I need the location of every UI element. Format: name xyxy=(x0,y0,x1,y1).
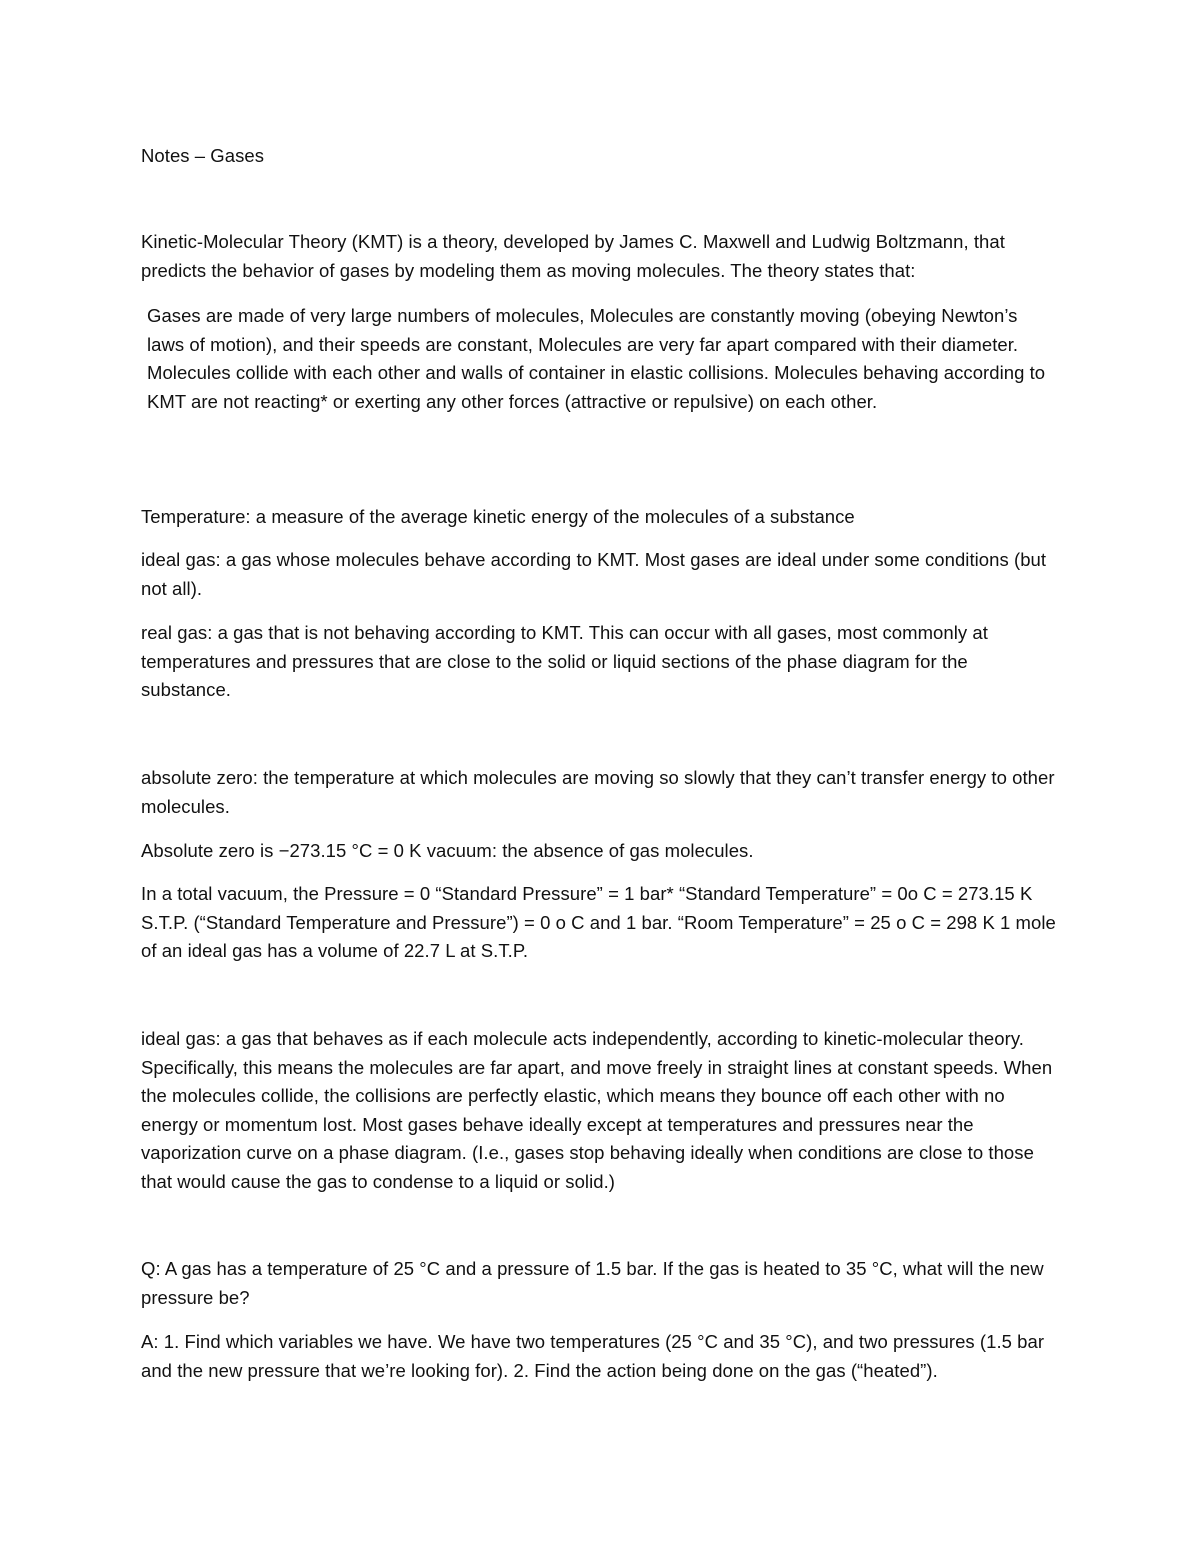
answer-text: 1. Find which variables we have. We have two temperatures (25 °C and 35 °C), and two pressures (1.5 bar and the new pressure that we’re looking for). 2. Find the action being done on the gas (“heated”). xyxy=(141,1331,1045,1381)
question-paragraph xyxy=(141,1255,1061,1312)
vacuum-and-standards-paragraph: In a total vacuum, the Pressure = 0 “Standard Pressure” = 1 bar* “Standard Temperature” = 0o C = 273.15 K S.T.P. (“Standard Temperature and Pressure”) = 0 o C and 1 bar. “Room Temperature” = 25 o C = 298 K 1 mole of an ideal gas has a volume of 22.7 L at S.T.P. xyxy=(141,883,1056,961)
kmt-statements-paragraph: Gases are made of very large numbers of molecules, Molecules are constantly moving (obeying Newton’s laws of motion), and their speeds are constant, Molecules are very far apart compared with their diameter. Molecules collide with each other and walls of container in elastic collisions. Molecules behaving according to KMT are not reacting* or exerting any other forces (attractive or repulsive) on each other. xyxy=(147,305,1046,412)
real-gas-definition: real gas: a gas that is not behaving according to KMT. This can occur with all gases, most commonly at temperatures and pressures that are close to the solid or liquid sections of the phase diagram for the substance. xyxy=(141,622,988,700)
question-label: Q: xyxy=(141,1258,161,1279)
ideal-gas-detailed-paragraph: ideal gas: a gas that behaves as if each molecule acts independently, according to kinetic-molecular theory. Specifically, this means the molecules are far apart, and move freely in straight lines at constant speeds. When the molecules collide, the collisions are perfectly elastic, which means they bounce off each other with no energy or momentum lost. Most gases behave ideally except at temperatures and pressures near the vaporization curve on a phase diagram. (I.e., gases stop behaving ideally when conditions are close to those that would cause the gas to condense to a liquid or solid.) xyxy=(141,1028,1053,1192)
temperature-definition: Temperature: a measure of the average kinetic energy of the molecules of a substance xyxy=(141,506,855,527)
absolute-zero-definition: absolute zero: the temperature at which molecules are moving so slowly that they can’t transfer energy to other molecules. xyxy=(141,767,1055,817)
ideal-gas-definition: ideal gas: a gas whose molecules behave according to KMT. Most gases are ideal under some conditions (but not all). xyxy=(141,549,1047,599)
answer-label: A: xyxy=(141,1331,159,1352)
answer-paragraph xyxy=(141,1328,1061,1385)
kmt-intro-paragraph: Kinetic-Molecular Theory (KMT) is a theory, developed by James C. Maxwell and Ludwig Boltzmann, that predicts the behavior of gases by modeling them as moving molecules. The theory states that: xyxy=(141,231,1005,281)
absolute-zero-value: Absolute zero is −273.15 °C = 0 K vacuum: the absence of gas molecules. xyxy=(141,840,754,861)
page-title: Notes – Gases xyxy=(141,145,265,166)
question-text: A gas has a temperature of 25 °C and a pressure of 1.5 bar. If the gas is heated to 35 °C, what will the new pressure be? xyxy=(141,1258,1044,1308)
